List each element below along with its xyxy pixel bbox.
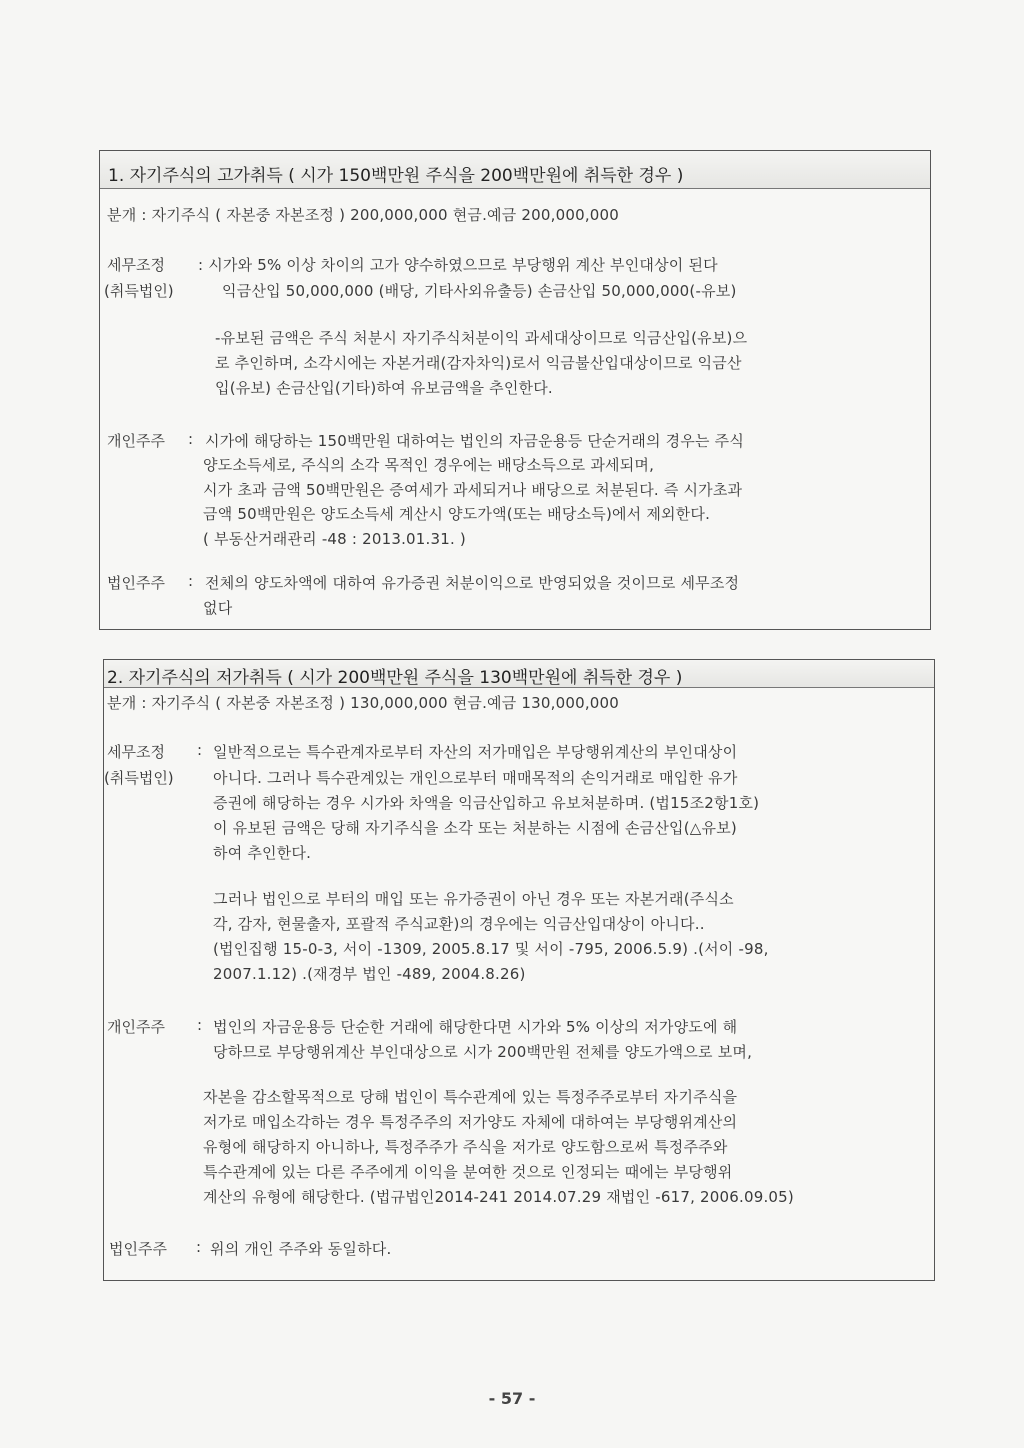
section-1-title: 1. 자기주식의 고가취득 ( 시가 150백만원 주식을 200백만원에 취득한 경우 ) bbox=[100, 151, 930, 189]
section-1-individual-line: 금액 50백만원은 양도소득세 계산시 양도가액(또는 배당소득)에서 제외한다. bbox=[203, 505, 711, 523]
section-1-individual-label: 개인주주 bbox=[107, 432, 165, 450]
section-2-tax-label: 세무조정 bbox=[107, 743, 165, 761]
section-1-tax-label: 세무조정 bbox=[107, 256, 165, 274]
section-1-tax-sublabel: (취득법인) bbox=[104, 282, 174, 300]
section-1-corporate-label: 법인주주 bbox=[107, 574, 165, 592]
section-2-individual-label: 개인주주 bbox=[107, 1018, 165, 1036]
section-1-note-line: 입(유보) 손금산입(기타)하여 유보금액을 추인한다. bbox=[215, 379, 553, 397]
section-1-corporate-line: 없다 bbox=[203, 599, 233, 617]
section-2-individual-line: 특수관계에 있는 다른 주주에게 이익을 분여한 것으로 인정되는 때에는 부당행위 bbox=[203, 1163, 733, 1181]
section-2-corporate-line: 위의 개인 주주와 동일하다. bbox=[210, 1240, 392, 1258]
section-2-note-line: 각, 감자, 현물출자, 포괄적 주식교환)의 경우에는 익금산입대상이 아니다.. bbox=[213, 915, 705, 933]
section-2-entry: 분개 : 자기주식 ( 자본중 자본조정 ) 130,000,000 현금.예금 130,000,000 bbox=[107, 694, 620, 712]
section-2-corporate-label: 법인주주 bbox=[109, 1240, 167, 1258]
section-1-individual-line: ( 부동산거래관리 -48 : 2013.01.31. ) bbox=[203, 530, 466, 548]
section-1-individual-line: 시가 초과 금액 50백만원은 증여세가 과세되거나 배당으로 처분된다. 즉 시가초과 bbox=[203, 481, 743, 499]
section-1-entry: 분개 : 자기주식 ( 자본중 자본조정 ) 200,000,000 현금.예금 200,000,000 bbox=[107, 206, 620, 224]
section-2-individual-line: 당하므로 부당행위계산 부인대상으로 시가 200백만원 전체를 양도가액으로 보며, bbox=[213, 1043, 753, 1061]
section-1-individual-line: 시가에 해당하는 150백만원 대하여는 법인의 자금운용등 단순거래의 경우는 주식 bbox=[205, 432, 745, 450]
section-1-individual-line: 양도소득세로, 주식의 소각 목적인 경우에는 배당소득으로 과세되며, bbox=[203, 456, 655, 474]
section-2-tax-sublabel: (취득법인) bbox=[104, 769, 174, 787]
section-2-note-line: 그러나 법인으로 부터의 매입 또는 유가증권이 아닌 경우 또는 자본거래(주식소 bbox=[213, 890, 734, 908]
section-2-individual-line: 계산의 유형에 해당한다. (법규법인2014-241 2014.07.29 재법인 -617, 2006.09.05) bbox=[203, 1188, 794, 1206]
page-number: - 57 - bbox=[488, 1389, 536, 1408]
section-2-note-line: 2007.1.12) .(재경부 법인 -489, 2004.8.26) bbox=[213, 965, 526, 983]
section-1-note-line: 로 추인하며, 소각시에는 자본거래(감자차익)로서 익금불산입대상이므로 익금산 bbox=[215, 354, 742, 372]
section-2-tax-line: 일반적으로는 특수관계자로부터 자산의 저가매입은 부당행위계산의 부인대상이 bbox=[213, 743, 738, 761]
section-2-tax-line: 증권에 해당하는 경우 시가와 차액을 익금산입하고 유보처분하며. (법15조2항1호) bbox=[213, 794, 760, 812]
section-1-corporate-line: 전체의 양도차액에 대하여 유가증권 처분이익으로 반영되었을 것이므로 세무조정 bbox=[205, 574, 740, 592]
section-2-tax-line: 하여 추인한다. bbox=[213, 844, 312, 862]
section-1-note-line: -유보된 금액은 주식 처분시 자기주식처분이익 과세대상이므로 익금산입(유보)으 bbox=[215, 329, 748, 347]
section-2-individual-line: 저가로 매입소각하는 경우 특정주주의 저가양도 자체에 대하여는 부당행위계산의 bbox=[203, 1113, 738, 1131]
section-2-tax-line: 아니다. 그러나 특수관계있는 개인으로부터 매매목적의 손익거래로 매입한 유가 bbox=[213, 769, 738, 787]
section-2-tax-line: 이 유보된 금액은 당해 자기주식을 소각 또는 처분하는 시점에 손금산입(△유보) bbox=[213, 819, 737, 837]
section-2-individual-line: 법인의 자금운용등 단순한 거래에 해당한다면 시가와 5% 이상의 저가양도에 해 bbox=[213, 1018, 738, 1036]
section-2-individual-line: 자본을 감소할목적으로 당해 법인이 특수관계에 있는 특정주주로부터 자기주식을 bbox=[203, 1088, 738, 1106]
section-1-tax-line: : 시가와 5% 이상 차이의 고가 양수하였으므로 부당행위 계산 부인대상이 된다 bbox=[198, 256, 718, 274]
section-2-title: 2. 자기주식의 저가취득 ( 시가 200백만원 주식을 130백만원에 취득한 경우 ) bbox=[104, 660, 934, 688]
section-1-tax-line: 익금산입 50,000,000 (배당, 기타사외유출등) 손금산입 50,000,000(-유보) bbox=[222, 282, 737, 300]
section-2-individual-line: 유형에 해당하지 아니하나, 특정주주가 주식을 저가로 양도함으로써 특정주주와 bbox=[203, 1138, 728, 1156]
section-2-note-line: (법인집행 15-0-3, 서이 -1309, 2005.8.17 및 서이 -795, 2006.5.9) .(서이 -98, bbox=[213, 940, 769, 958]
